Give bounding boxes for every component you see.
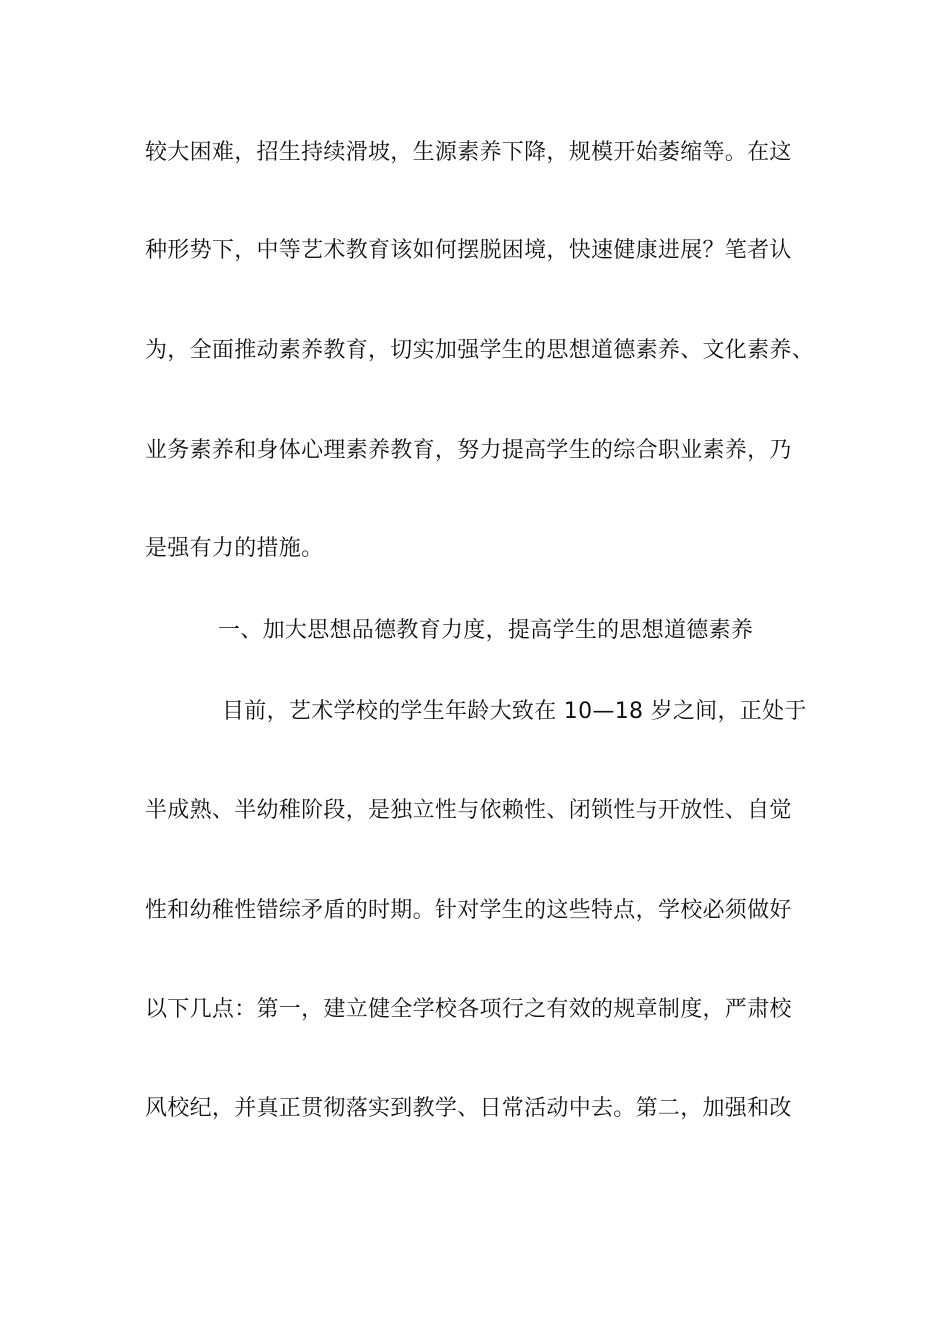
section-heading: 一、加大思想品德教育力度，提高学生的思想道德素养 [218,618,754,643]
paragraph-line: 为，全面推动素养教育，切实加强学生的思想道德素养、文化素养、 [145,338,815,363]
paragraph-line: 以下几点：第一，建立健全学校各项行之有效的规章制度，严肃校 [145,997,792,1022]
paragraph-line: 业务素养和身体心理素养教育，努力提高学生的综合职业素养，乃 [145,438,792,463]
paragraph-line: 是强有力的措施。 [145,536,324,561]
paragraph-line: 性和幼稚性错综矛盾的时期。针对学生的这些特点，学校必须做好 [145,898,792,923]
paragraph-line: 风校纪，并真正贯彻落实到教学、日常活动中去。第二，加强和改 [145,1096,792,1121]
paragraph-line: 种形势下，中等艺术教育该如何摆脱困境，快速健康进展？笔者认 [145,238,792,263]
paragraph-line: 目前，艺术学校的学生年龄大致在 10—18 岁之间，正处于 [222,699,807,724]
paragraph-line: 较大困难，招生持续滑坡，生源素养下降，规模开始萎缩等。在这 [145,140,792,165]
paragraph-line: 半成熟、半幼稚阶段，是独立性与依赖性、闭锁性与开放性、自觉 [145,798,792,823]
